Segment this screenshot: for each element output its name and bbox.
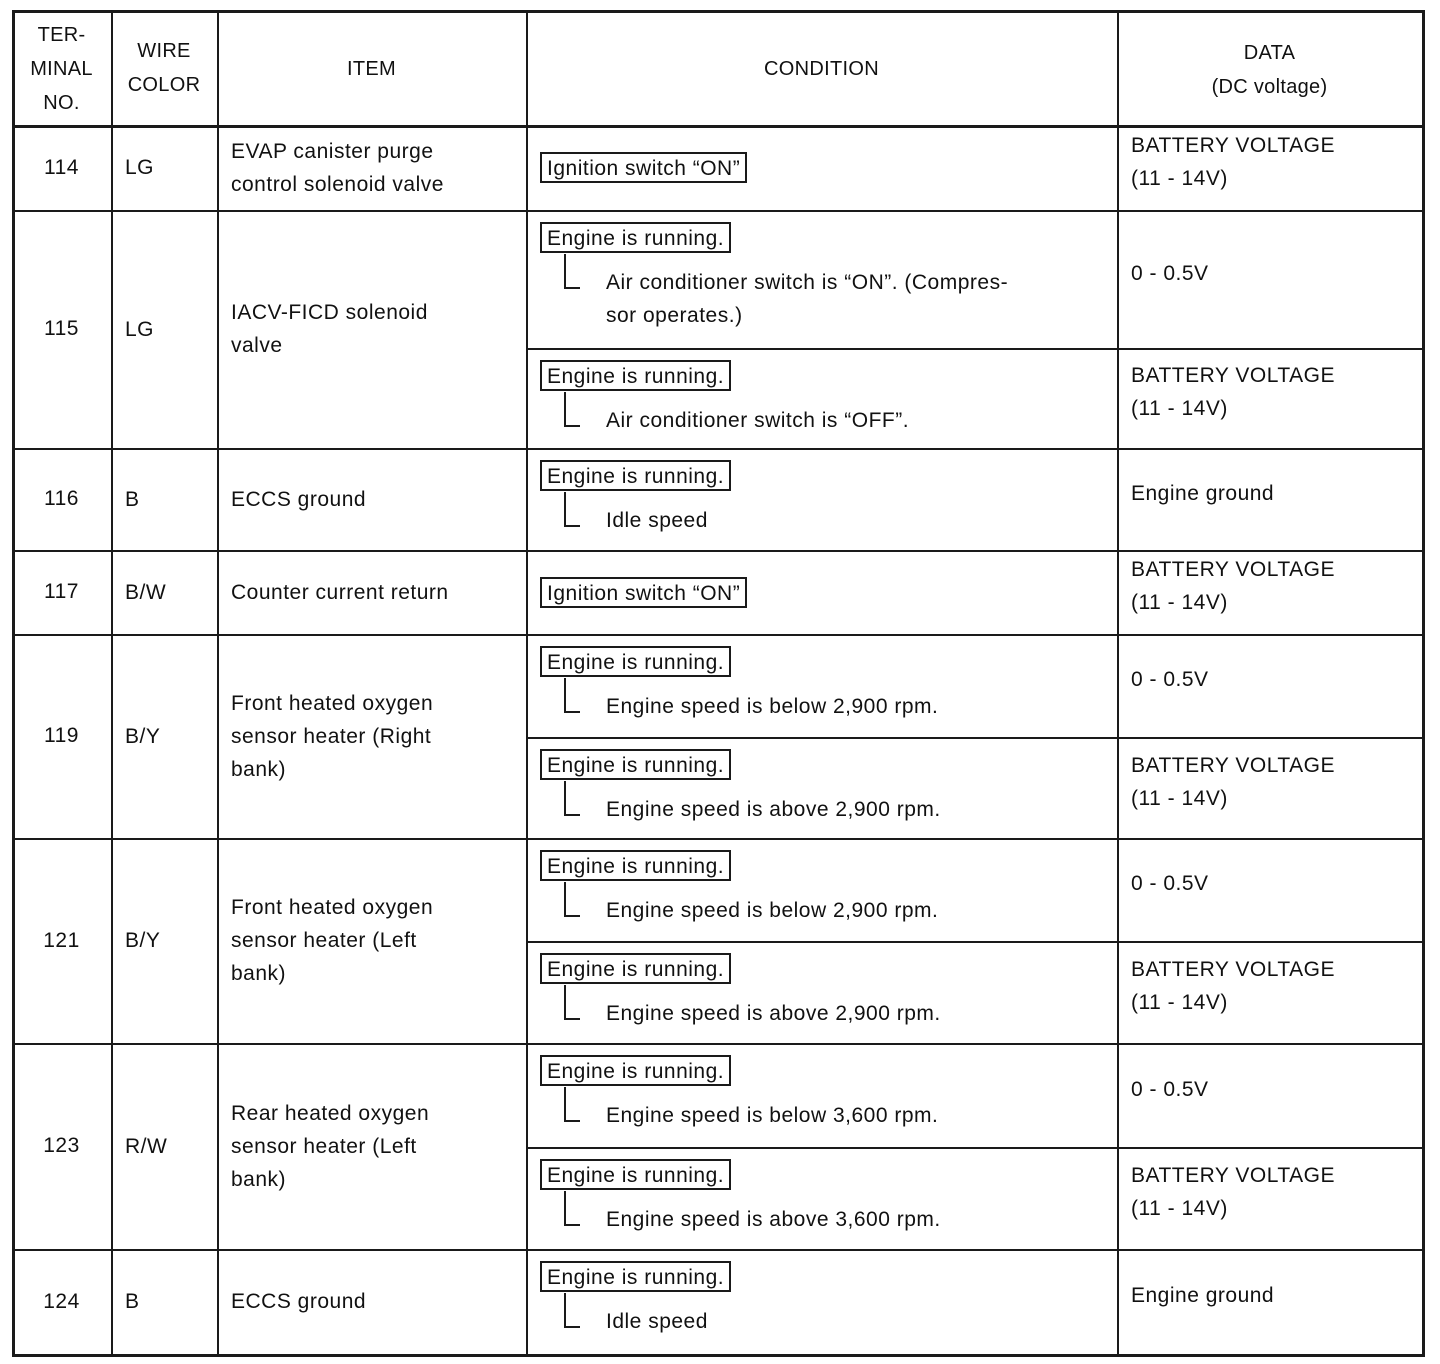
data-value: 0 - 0.5V	[1131, 668, 1209, 691]
condition-sub: Engine speed is below 3,600 rpm.	[606, 1104, 939, 1127]
condition-bracket	[564, 492, 580, 527]
condition-bracket	[564, 678, 580, 713]
wire-color: B/Y	[125, 724, 161, 748]
wire-color: LG	[125, 317, 155, 341]
condition-main: Engine is running.	[540, 460, 731, 491]
condition-sub: Idle speed	[606, 509, 708, 532]
item-description: Front heated oxygen sensor heater (Left bank)	[231, 896, 434, 985]
wire-color: B/Y	[125, 929, 161, 952]
wire-color: R/W	[125, 1134, 168, 1158]
wire-color: LG	[125, 156, 155, 179]
terminal-number: 121	[43, 928, 80, 952]
condition-sub: Air conditioner switch is “OFF”.	[606, 409, 910, 432]
terminal-number: 116	[44, 487, 79, 510]
condition-bracket	[564, 1191, 580, 1226]
condition-main: Ignition switch “ON”	[540, 577, 747, 608]
item-description: ECCS ground	[231, 1290, 367, 1313]
condition-sub: Air conditioner switch is “ON”. (Compres- sor operates.)	[606, 271, 1009, 327]
condition-main: Ignition switch “ON”	[540, 152, 747, 183]
condition-main: Engine is running.	[540, 749, 731, 780]
condition-main: Engine is running.	[540, 222, 731, 253]
condition-main: Engine is running.	[540, 1159, 731, 1190]
terminal-number: 124	[43, 1289, 80, 1313]
condition-sub: Engine speed is above 3,600 rpm.	[606, 1208, 941, 1231]
condition-sub: Idle speed	[606, 1310, 708, 1333]
table-hline	[12, 1354, 1425, 1357]
terminal-number: 119	[44, 724, 79, 747]
condition-main: Engine is running.	[540, 646, 731, 677]
condition-bracket	[564, 882, 580, 917]
data-value: Engine ground	[1131, 1284, 1275, 1307]
data-value: BATTERY VOLTAGE (11 - 14V)	[1131, 133, 1335, 190]
wire-color: B/W	[125, 580, 167, 604]
data-value: BATTERY VOLTAGE (11 - 14V)	[1131, 364, 1335, 420]
header-condition: CONDITION	[764, 58, 879, 80]
terminal-number: 123	[43, 1134, 80, 1157]
condition-sub: Engine speed is above 2,900 rpm.	[606, 1002, 941, 1025]
data-value: 0 - 0.5V	[1131, 1077, 1209, 1101]
item-description: Rear heated oxygen sensor heater (Left bank)	[231, 1101, 430, 1191]
condition-bracket	[564, 781, 580, 816]
condition-main: Engine is running.	[540, 360, 731, 391]
wire-color: B	[125, 1290, 140, 1313]
condition-main: Engine is running.	[540, 953, 731, 984]
condition-bracket	[564, 1087, 580, 1122]
data-value: BATTERY VOLTAGE (11 - 14V)	[1131, 753, 1335, 810]
table-hline	[12, 10, 1425, 13]
condition-bracket	[564, 254, 580, 289]
header-wire-color: WIRE COLOR	[127, 40, 201, 96]
data-value: BATTERY VOLTAGE (11 - 14V)	[1131, 558, 1335, 614]
terminal-number: 114	[44, 155, 79, 179]
data-value: 0 - 0.5V	[1131, 872, 1209, 895]
header-data: DATA (DC voltage)	[1211, 42, 1328, 98]
header-item: ITEM	[347, 58, 396, 80]
condition-bracket	[564, 1293, 580, 1328]
data-value: 0 - 0.5V	[1131, 261, 1209, 285]
wire-color: B	[125, 487, 140, 511]
item-description: Front heated oxygen sensor heater (Right bank)	[231, 691, 434, 781]
terminal-number: 117	[44, 580, 79, 603]
condition-sub: Engine speed is below 2,900 rpm.	[606, 695, 939, 718]
condition-main: Engine is running.	[540, 850, 731, 881]
terminal-number: 115	[44, 317, 79, 340]
condition-sub: Engine speed is above 2,900 rpm.	[606, 798, 941, 821]
condition-main: Engine is running.	[540, 1261, 731, 1292]
condition-sub: Engine speed is below 2,900 rpm.	[606, 899, 939, 922]
item-description: ECCS ground	[231, 487, 367, 511]
item-description: EVAP canister purge control solenoid valve	[231, 139, 444, 196]
condition-bracket	[564, 392, 580, 427]
data-value: Engine ground	[1131, 481, 1275, 505]
item-description: Counter current return	[231, 580, 449, 604]
condition-bracket	[564, 985, 580, 1020]
item-description: IACV-FICD solenoid valve	[231, 301, 428, 357]
data-value: BATTERY VOLTAGE (11 - 14V)	[1131, 958, 1335, 1014]
condition-main: Engine is running.	[540, 1055, 731, 1086]
header-terminal-no: TER- MINAL NO.	[30, 24, 93, 114]
data-value: BATTERY VOLTAGE (11 - 14V)	[1131, 1164, 1335, 1220]
